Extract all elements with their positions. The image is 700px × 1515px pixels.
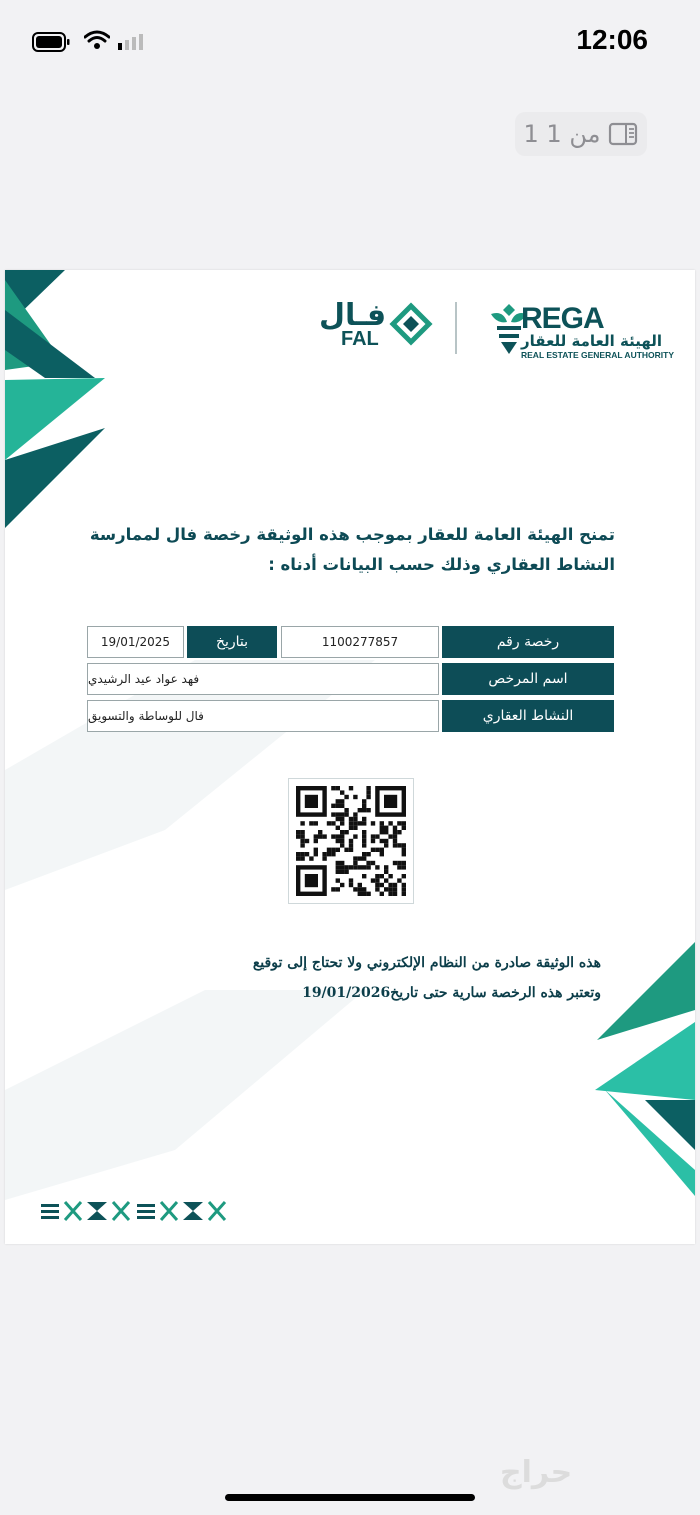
note-line-1: هذه الوثيقة صادرة من النظام الإلكتروني ولا تحتاج إلى توقيع <box>252 955 601 971</box>
certificate-decoration <box>5 270 695 1244</box>
qr-code-pattern <box>289 779 413 903</box>
activity-value: فال للوساطة والتسويق <box>87 700 439 732</box>
page-indicator[interactable] <box>515 112 647 156</box>
fal-name-en: FAL <box>341 328 379 350</box>
license-number-label: رخصة رقم <box>442 626 614 658</box>
logo-divider <box>455 302 457 354</box>
date-label: بتاريخ <box>187 626 277 658</box>
status-bar <box>0 0 700 80</box>
license-certificate <box>5 270 695 1244</box>
sidebar-toggle-icon <box>608 122 638 146</box>
wifi-icon <box>84 30 110 50</box>
note-line-2: وتعتبر هذه الرخصة سارية حتى تاريخ19/01/2026 <box>302 985 601 1001</box>
date-value: 19/01/2025 <box>87 626 184 658</box>
activity-label: النشاط العقاري <box>442 700 614 732</box>
footer-emblems <box>41 1200 231 1222</box>
page-indicator-label: 1 من 1 <box>523 120 601 148</box>
validity-note <box>155 948 601 1008</box>
license-number-value: 1100277857 <box>281 626 439 658</box>
cellular-signal-icon <box>118 34 148 50</box>
qr-code <box>288 778 414 904</box>
intro-text <box>75 520 615 580</box>
intro-line-1: تمنح الهيئة العامة للعقار بموجب هذه الوثيقة رخصة فال لممارسة <box>89 525 615 544</box>
licensee-name-label: اسم المرخص <box>442 663 614 695</box>
footer-pattern-icon <box>41 1200 231 1222</box>
intro-line-2: النشاط العقاري وذلك حسب البيانات أدناه : <box>268 555 615 574</box>
rega-brand: REGA <box>521 302 604 335</box>
watermark: حراج <box>500 1455 573 1490</box>
home-indicator[interactable] <box>225 1494 475 1501</box>
status-time: 12:06 <box>576 24 648 55</box>
fal-name-ar: فـال <box>319 298 387 333</box>
battery-icon <box>32 32 70 52</box>
rega-name-en: REAL ESTATE GENERAL AUTHORITY <box>521 350 675 360</box>
rega-name-ar: الهيئة العامة للعقار <box>521 332 663 350</box>
licensee-name-value: فهد عواد عيد الرشيدي <box>87 663 439 695</box>
